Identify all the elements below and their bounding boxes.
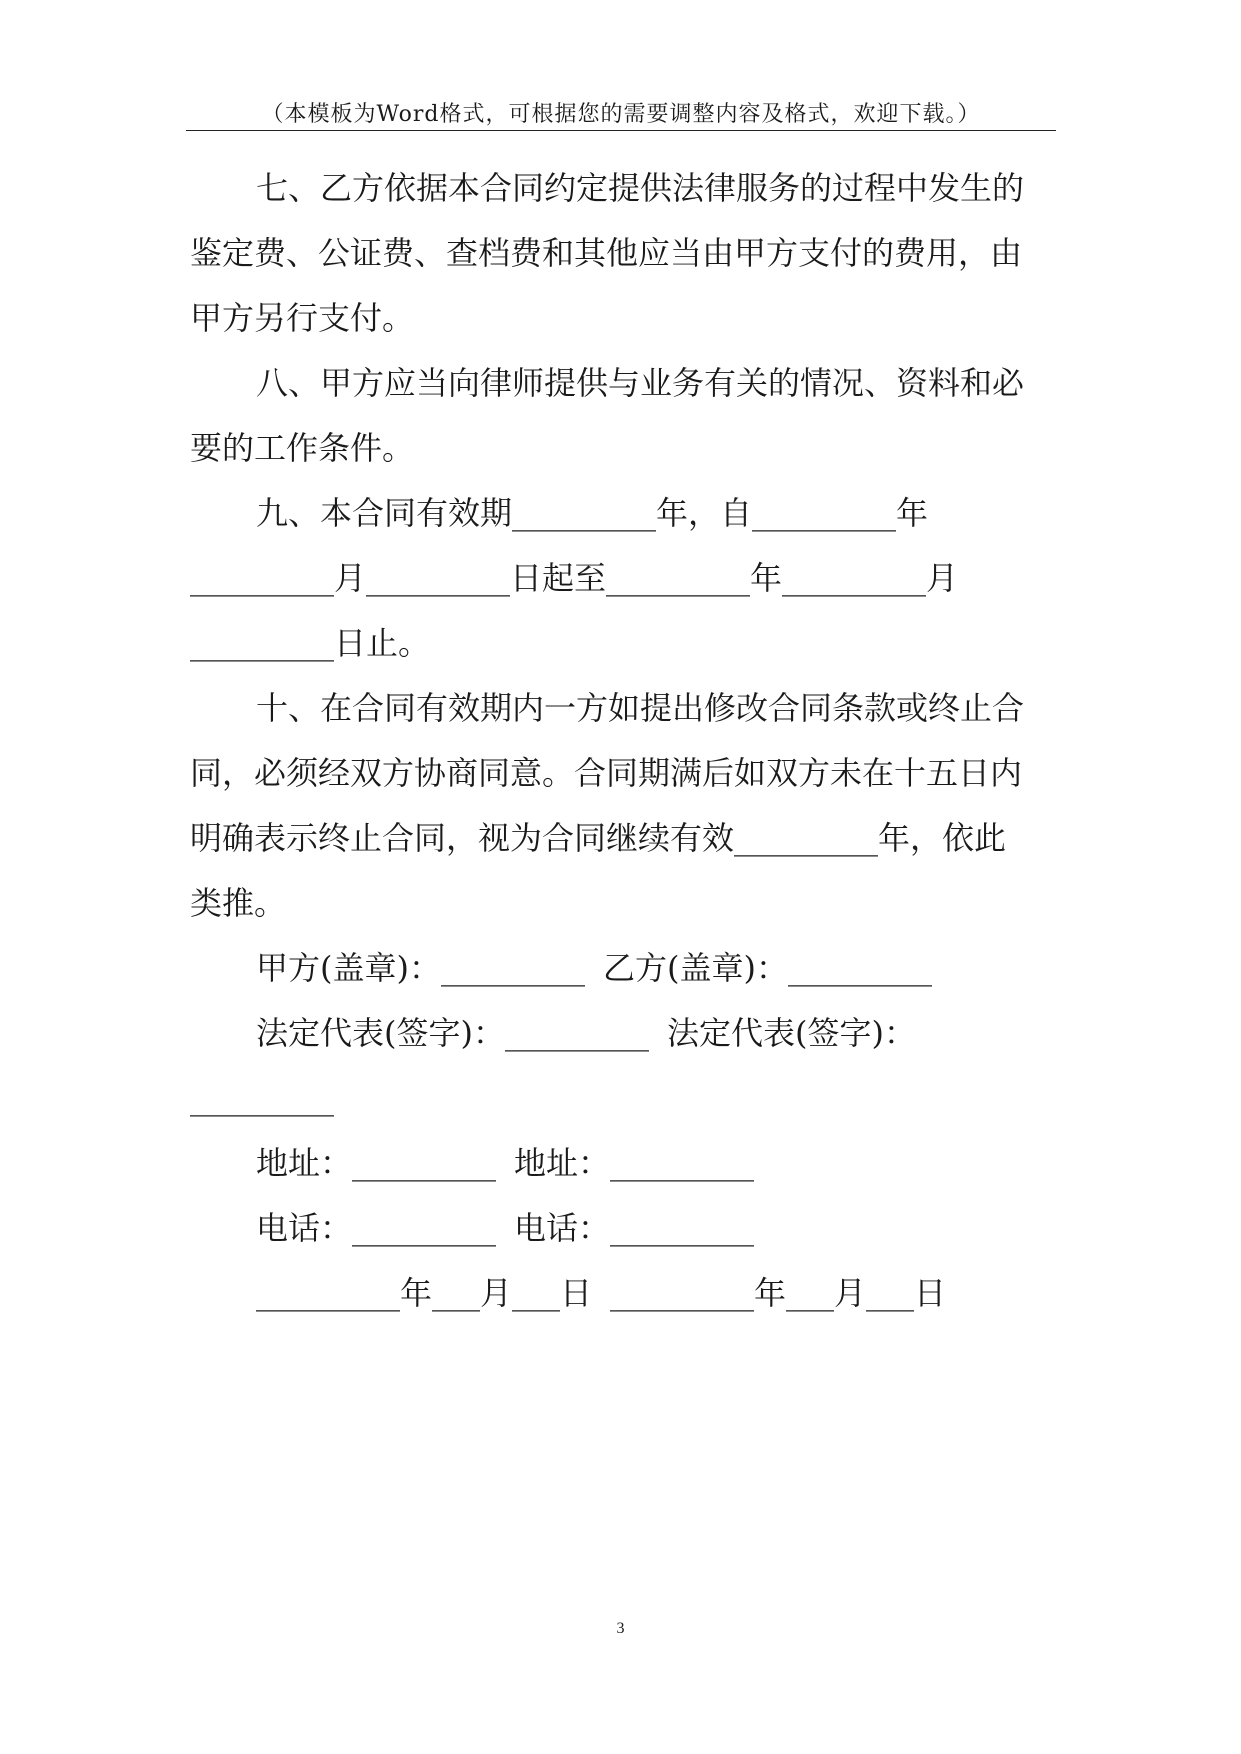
clause-seven-line-2: 鉴定费、公证费、查档费和其他应当由甲方支付的费用，由 [190, 234, 1023, 272]
party-a-representative: 法定代表(签字)：_________ [256, 1014, 649, 1052]
clause-ten-line-2: 同，必须经双方协商同意。合同期满后如双方未在十五日内 [190, 754, 1023, 792]
clause-eight [190, 351, 1056, 481]
header-note: （本模板为Word格式，可根据您的需要调整内容及格式，欢迎下载。） [261, 102, 981, 127]
header-divider [186, 130, 1056, 131]
seal-row [190, 936, 1056, 1001]
clause-nine [190, 481, 1056, 676]
signature-block [190, 936, 1056, 1326]
address-row [190, 1131, 1056, 1196]
clause-eight-line-1: 八、甲方应当向律师提供与业务有关的情况、资料和必 [256, 364, 1025, 402]
date-row [190, 1261, 1056, 1326]
clause-ten-line-3: 明确表示终止合同，视为合同继续有效_________年，依此 [190, 819, 1007, 857]
party-b-address: 地址：_________ [514, 1144, 755, 1182]
party-b-phone: 电话：_________ [514, 1209, 755, 1247]
party-b-representative: 法定代表(签字)： [666, 1014, 916, 1052]
party-b-date: _________年___月___日 [610, 1274, 947, 1312]
party-a-seal: 甲方(盖章)：_________ [256, 949, 585, 987]
clause-seven-line-1: 七、乙方依据本合同约定提供法律服务的过程中发生的 [256, 169, 1025, 207]
party-b-seal: 乙方(盖章)：_________ [602, 949, 932, 987]
clause-ten-line-1: 十、在合同有效期内一方如提出修改合同条款或终止合 [256, 689, 1025, 727]
page-number: 3 [616, 1620, 625, 1637]
clause-ten [190, 676, 1056, 936]
clause-nine-line-2: _________月_________日起至_________年_________月 [190, 559, 959, 597]
party-a-address: 地址：_________ [256, 1144, 497, 1182]
clause-eight-line-2: 要的工作条件。 [190, 429, 415, 467]
party-b-representative-blank: _________ [190, 1079, 334, 1117]
document-body [190, 156, 1056, 1326]
clause-seven [190, 156, 1056, 351]
clause-seven-line-3: 甲方另行支付。 [190, 299, 415, 337]
party-a-phone: 电话：_________ [256, 1209, 497, 1247]
clause-nine-line-1: 九、本合同有效期_________年，自_________年 [256, 494, 929, 532]
clause-nine-line-3: _________日止。 [190, 624, 431, 662]
phone-row [190, 1196, 1056, 1261]
clause-ten-line-4: 类推。 [190, 884, 287, 922]
party-a-date: _________年___月___日 [256, 1274, 593, 1312]
representative-row [190, 1001, 1056, 1066]
